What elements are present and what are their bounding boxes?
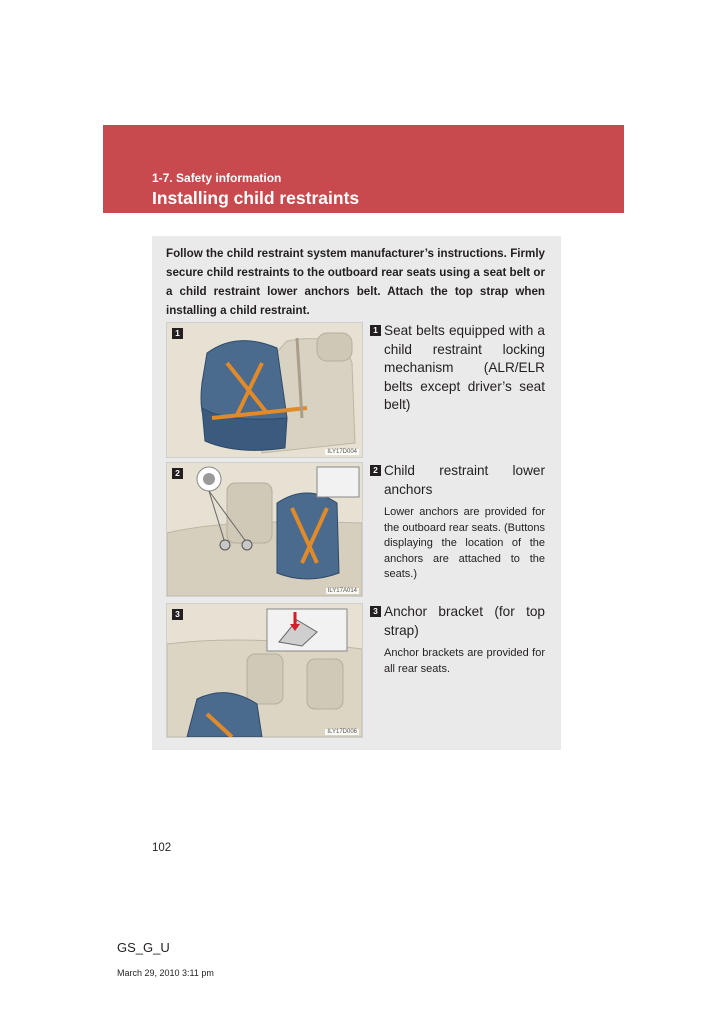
item-lower-anchors bbox=[370, 462, 545, 583]
content-panel bbox=[152, 236, 561, 750]
figure-lower-anchors bbox=[166, 462, 363, 597]
item-heading bbox=[370, 322, 545, 415]
item-heading-text: Seat belts equipped with a child restraint locking mechanism (ALR/ELR belts except driver’s seat belt) bbox=[384, 323, 545, 412]
print-timestamp: March 29, 2010 3:11 pm bbox=[117, 968, 214, 978]
intro-paragraph: Follow the child restraint system manufacturer’s instructions. Firmly secure child restraints to the outboard rear seats using a seat belt or a child restraint lower anchors belt. Attach the top strap when installing a child restraint. bbox=[166, 247, 545, 317]
item-anchor-bracket bbox=[370, 603, 545, 677]
page-number: 102 bbox=[152, 842, 172, 854]
document-code: GS_G_U bbox=[117, 940, 170, 955]
item-description: Anchor brackets are provided for all rear seats. bbox=[384, 647, 545, 675]
child-seat-illustration bbox=[167, 323, 362, 457]
item-number-badge: 2 bbox=[370, 465, 381, 476]
image-code: ILY17D004 bbox=[327, 449, 357, 455]
item-heading-text: Child restraint lower anchors bbox=[384, 463, 545, 497]
image-code: ILY17D006 bbox=[327, 729, 357, 735]
item-description: Lower anchors are provided for the outboard rear seats. (Buttons displaying the location of the anchors are attached to the seats.) bbox=[384, 506, 545, 580]
item-heading bbox=[370, 603, 545, 640]
figure-number-badge: 2 bbox=[172, 468, 183, 479]
item-heading-text: Anchor bracket (for top strap) bbox=[384, 604, 545, 638]
item-heading bbox=[370, 462, 545, 499]
figure-anchor-bracket bbox=[166, 603, 363, 738]
figure-number-badge: 1 bbox=[172, 328, 183, 339]
item-seat-belts bbox=[370, 322, 545, 415]
section-label: 1-7. Safety information bbox=[152, 171, 282, 185]
item-number-badge: 3 bbox=[370, 606, 381, 617]
figure-seat-belt-restraint bbox=[166, 322, 363, 458]
item-number-badge: 1 bbox=[370, 325, 381, 336]
page-title: Installing child restraints bbox=[152, 188, 360, 208]
lower-anchors-illustration bbox=[167, 463, 362, 596]
image-code: ILY17A014 bbox=[327, 588, 357, 594]
figure-number-badge: 3 bbox=[172, 609, 183, 620]
section-header bbox=[103, 125, 624, 213]
anchor-bracket-illustration bbox=[167, 604, 362, 737]
